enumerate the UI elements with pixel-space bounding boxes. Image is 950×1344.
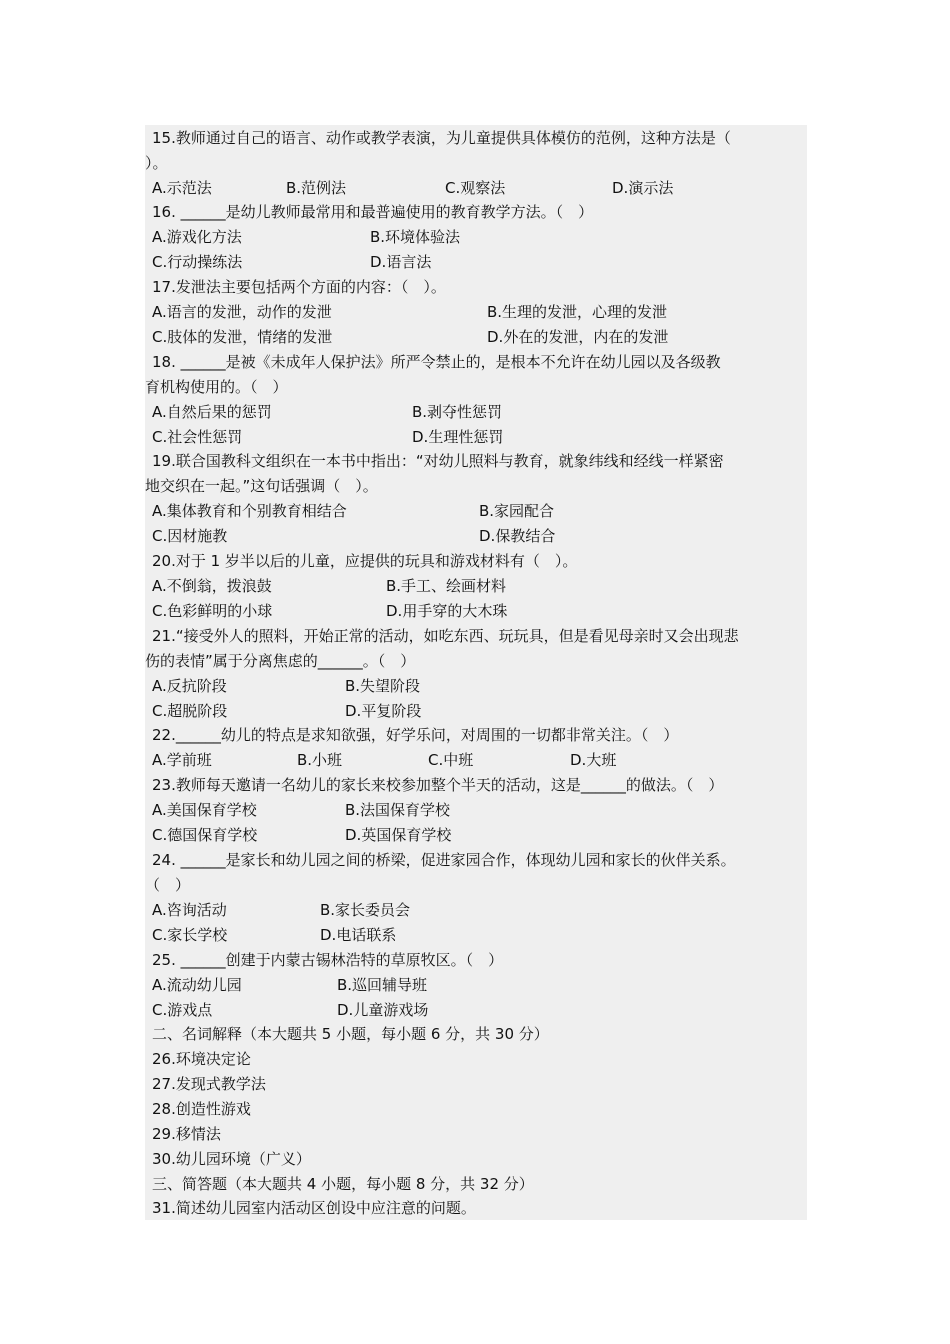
q19-option-d: D.保教结合 (479, 527, 556, 545)
question-29: 29.移情法 (152, 1125, 221, 1143)
question-24-line-2: （ ） (145, 876, 191, 894)
question-28: 28.创造性游戏 (152, 1100, 251, 1118)
question-21-line-1: 21.“接受外人的照料，开始正常的活动，如吃东西、玩玩具，但是看见母亲时又会出现悲 (152, 627, 739, 645)
question-17: 17.发泄法主要包括两个方面的内容：（ ）。 (152, 278, 446, 296)
q16-option-a: A.游戏化方法 (152, 228, 242, 246)
question-19-line-2: 地交织在一起。”这句话强调（ ）。 (145, 477, 378, 495)
question-18-line-1: 18. ______是被《未成年人保护法》所严令禁止的，是根本不允许在幼儿园以及各级教 (152, 353, 721, 371)
q21-option-c: C.超脱阶段 (152, 702, 228, 720)
question-21-line-2: 伤的表情”属于分离焦虑的______。（ ） (145, 652, 416, 670)
q16-option-d: D.语言法 (370, 253, 432, 271)
q24-option-c: C.家长学校 (152, 926, 228, 944)
q24-option-b: B.家长委员会 (320, 901, 411, 919)
question-30: 30.幼儿园环境（广义） (152, 1150, 311, 1168)
q24-option-a: A.咨询活动 (152, 901, 227, 919)
question-24-line-1: 24. ______是家长和幼儿园之间的桥梁，促进家园合作，体现幼儿园和家长的伙伴关系。 (152, 851, 736, 869)
q17-option-c: C.肢体的发泄，情绪的发泄 (152, 328, 333, 346)
q15-option-b: B.范例法 (286, 179, 347, 197)
question-15-line-1: 15.教师通过自己的语言、动作或教学表演，为儿童提供具体模仿的范例，这种方法是（ (152, 129, 731, 147)
q22-option-b: B.小班 (297, 751, 343, 769)
q18-option-a: A.自然后果的惩罚 (152, 403, 272, 421)
q20-option-d: D.用手穿的大木珠 (386, 602, 508, 620)
question-31: 31.简述幼儿园室内活动区创设中应注意的问题。 (152, 1199, 476, 1217)
q21-option-d: D.平复阶段 (345, 702, 422, 720)
question-27: 27.发现式教学法 (152, 1075, 266, 1093)
q24-option-d: D.电话联系 (320, 926, 397, 944)
q20-option-c: C.色彩鲜明的小球 (152, 602, 273, 620)
q19-option-c: C.因材施教 (152, 527, 228, 545)
q19-option-b: B.家园配合 (479, 502, 555, 520)
question-23: 23.教师每天邀请一名幼儿的家长来校参加整个半天的活动，这是______的做法。（ ） (152, 776, 724, 794)
q16-option-c: C.行动操练法 (152, 253, 243, 271)
q17-option-b: B.生理的发泄，心理的发泄 (487, 303, 668, 321)
q20-option-b: B.手工、绘画材料 (386, 577, 507, 595)
q18-option-d: D.生理性惩罚 (412, 428, 504, 446)
section-2-heading: 二、名词解释（本大题共 5 小题，每小题 6 分，共 30 分） (152, 1025, 549, 1043)
question-18-line-2: 育机构使用的。（ ） (145, 378, 288, 396)
q20-option-a: A.不倒翁，拨浪鼓 (152, 577, 272, 595)
q16-option-b: B.环境体验法 (370, 228, 461, 246)
q22-option-c: C.中班 (428, 751, 474, 769)
question-22: 22.______幼儿的特点是求知欲强，好学乐问，对周围的一切都非常关注。（ ） (152, 726, 679, 744)
q25-option-b: B.巡回辅导班 (337, 976, 428, 994)
question-25: 25. ______创建于内蒙古锡林浩特的草原牧区。（ ） (152, 951, 504, 969)
q17-option-a: A.语言的发泄，动作的发泄 (152, 303, 332, 321)
q25-option-a: A.流动幼儿园 (152, 976, 242, 994)
q21-option-b: B.失望阶段 (345, 677, 421, 695)
question-15-line-2: ）。 (145, 154, 168, 172)
q25-option-d: D.儿童游戏场 (337, 1001, 429, 1019)
q18-option-c: C.社会性惩罚 (152, 428, 243, 446)
q15-option-a: A.示范法 (152, 179, 212, 197)
question-19-line-1: 19.联合国教科文组织在一本书中指出：“对幼儿照料与教育，就象纬线和经线一样紧密 (152, 452, 724, 470)
q23-option-d: D.英国保育学校 (345, 826, 452, 844)
q21-option-a: A.反抗阶段 (152, 677, 227, 695)
q23-option-a: A.美国保育学校 (152, 801, 257, 819)
q23-option-c: C.德国保育学校 (152, 826, 258, 844)
question-20: 20.对于 1 岁半以后的儿童，应提供的玩具和游戏材料有（ ）。 (152, 552, 578, 570)
q25-option-c: C.游戏点 (152, 1001, 213, 1019)
q17-option-d: D.外在的发泄，内在的发泄 (487, 328, 669, 346)
section-3-heading: 三、简答题（本大题共 4 小题，每小题 8 分，共 32 分） (152, 1175, 534, 1193)
question-16: 16. ______是幼儿教师最常用和最普遍使用的教育教学方法。（ ） (152, 203, 594, 221)
q19-option-a: A.集体教育和个别教育相结合 (152, 502, 347, 520)
q15-option-d: D.演示法 (612, 179, 674, 197)
q22-option-d: D.大班 (570, 751, 617, 769)
q18-option-b: B.剥夺性惩罚 (412, 403, 503, 421)
q23-option-b: B.法国保育学校 (345, 801, 451, 819)
q22-option-a: A.学前班 (152, 751, 212, 769)
question-26: 26.环境决定论 (152, 1050, 251, 1068)
q15-option-c: C.观察法 (445, 179, 506, 197)
